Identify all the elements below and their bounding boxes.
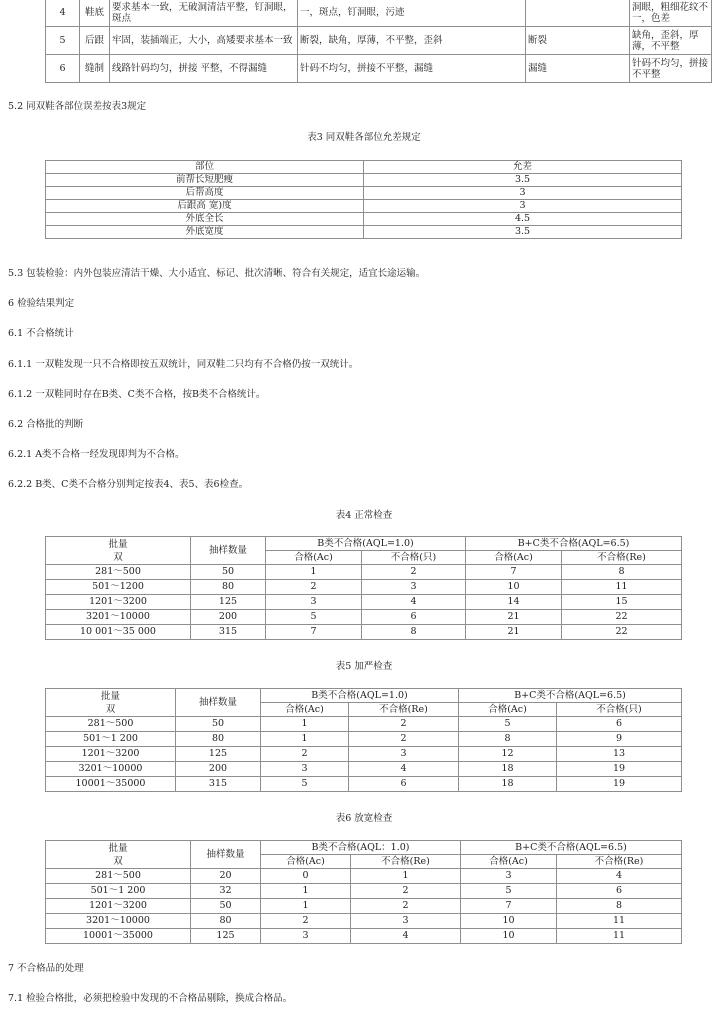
- table-row: [46, 747, 682, 762]
- column-header-bc-ac: 合格(Ac): [461, 855, 557, 869]
- table-cell: 281～500: [46, 869, 191, 884]
- table-cell: 4: [349, 762, 459, 777]
- table-cell: 1: [261, 732, 349, 747]
- table5: [45, 688, 682, 792]
- table-cell: 19: [557, 762, 682, 777]
- table-cell: 牢固，装插端正，大小，高矮要求基本一致: [110, 27, 298, 55]
- section-6-1: 6.1 不合格统计: [8, 328, 74, 339]
- table-row: [46, 732, 682, 747]
- table-cell: 2: [261, 747, 349, 762]
- column-header-bc-re: 不合格(Re): [557, 855, 682, 869]
- table-cell: 后跟: [80, 27, 110, 55]
- table-cell: 6: [557, 884, 682, 899]
- table-cell: 10001～35000: [46, 777, 176, 792]
- table-cell: 8: [557, 899, 682, 914]
- table-cell: 3: [351, 914, 461, 929]
- table-cell: 15: [562, 595, 682, 610]
- table-cell: 6: [557, 717, 682, 732]
- table-cell: 断裂: [526, 27, 630, 55]
- column-header-b-re: 不合格(Re): [349, 703, 459, 717]
- section-7-1: 7.1 检验合格批，必须把检验中发现的不合格品剔除，换成合格品。: [8, 993, 293, 1004]
- table-cell: 50: [191, 565, 266, 580]
- table-cell: 2: [351, 884, 461, 899]
- table-cell: 7: [461, 899, 557, 914]
- table-cell: 125: [191, 595, 266, 610]
- table-cell: 281～500: [46, 565, 191, 580]
- table-cell: 20: [191, 869, 261, 884]
- table-row: [46, 914, 682, 929]
- table-row: [46, 929, 682, 944]
- table-cell: 2: [362, 565, 466, 580]
- column-header-b-ac: 合格(Ac): [261, 703, 349, 717]
- table5-caption: 表5 加严检查: [335, 661, 393, 672]
- table-cell: 18: [459, 777, 557, 792]
- column-header-bc-ac: 合格(Ac): [459, 703, 557, 717]
- table-cell: 8: [562, 565, 682, 580]
- table3: [45, 160, 682, 239]
- table-cell: 21: [466, 625, 562, 640]
- table-cell: 前帮长短肥瘦: [46, 174, 364, 187]
- table-cell: 5: [261, 777, 349, 792]
- table-cell: 80: [191, 914, 261, 929]
- table6-caption: 表6 放宽检查: [335, 813, 393, 824]
- table-cell: [526, 0, 630, 27]
- column-header-b-re: 不合格(Re): [351, 855, 461, 869]
- table-cell: 6: [46, 55, 80, 83]
- table4-caption: 表4 正常检查: [335, 510, 393, 521]
- column-header-bc: B+C类不合格(AQL=6.5): [461, 841, 682, 855]
- batch-label: 批量: [108, 538, 128, 550]
- column-header-b: B类不合格(AQL=1.0): [261, 689, 459, 703]
- table-cell: 针码不均匀，拼接不平整: [630, 55, 712, 83]
- table-cell: 要求基本一致，无破洞清洁平整，钉洞眼，斑点: [110, 0, 298, 27]
- table-cell: 315: [176, 777, 261, 792]
- table-cell: 12: [459, 747, 557, 762]
- table-row: [46, 0, 712, 27]
- table-cell: 3.5: [364, 226, 682, 239]
- table-cell: 一，斑点，钉洞眼，污迹: [298, 0, 526, 27]
- table-cell: 7: [266, 625, 362, 640]
- table-cell: 鞋底: [80, 0, 110, 27]
- table-cell: 7: [466, 565, 562, 580]
- section-6-1-1: 6.1.1 一双鞋发现一只不合格即按五双统计，同双鞋二只均有不合格仍按一双统计。: [8, 359, 359, 370]
- table-cell: 22: [562, 610, 682, 625]
- table-header-row: [46, 537, 682, 551]
- table-row: [46, 565, 682, 580]
- table3-caption: 表3 同双鞋各部位允差规定: [307, 132, 421, 143]
- table-row: [46, 580, 682, 595]
- table-row: [46, 55, 712, 83]
- table-row: [46, 777, 682, 792]
- column-header-bc-re: 不合格(Re): [562, 551, 682, 565]
- table-cell: 4: [362, 595, 466, 610]
- table-header-row: [46, 841, 682, 855]
- table-cell: 80: [176, 732, 261, 747]
- table-cell: 10: [461, 929, 557, 944]
- table-cell: 32: [191, 884, 261, 899]
- table-cell: 5: [459, 717, 557, 732]
- section-5-2: 5.2 同双鞋各部位误差按表3规定: [8, 101, 147, 112]
- table-cell: 10: [461, 914, 557, 929]
- table-cell: 8: [459, 732, 557, 747]
- table-cell: 缝制: [80, 55, 110, 83]
- table-cell: 1: [261, 717, 349, 732]
- column-header-bc-ac: 合格(Ac): [466, 551, 562, 565]
- table-cell: 50: [176, 717, 261, 732]
- table-cell: 14: [466, 595, 562, 610]
- table-cell: 1: [351, 869, 461, 884]
- table-row: [46, 869, 682, 884]
- table-cell: 19: [557, 777, 682, 792]
- table-cell: 11: [557, 929, 682, 944]
- table-cell: 6: [349, 777, 459, 792]
- table-cell: 4: [351, 929, 461, 944]
- table-cell: 200: [176, 762, 261, 777]
- table-cell: 11: [562, 580, 682, 595]
- column-header-b: B类不合格(AQL=1.0): [266, 537, 466, 551]
- table-row: [46, 187, 682, 200]
- column-header-sample: 抽样数量: [191, 537, 266, 565]
- table-row: [46, 610, 682, 625]
- table-cell: 断裂，缺角，厚薄，不平整，歪斜: [298, 27, 526, 55]
- table-row: [46, 595, 682, 610]
- table-cell: 3: [362, 580, 466, 595]
- table-cell: 10 001～35 000: [46, 625, 191, 640]
- column-header-bc: B+C类不合格(AQL=6.5): [466, 537, 682, 551]
- table-cell: 18: [459, 762, 557, 777]
- table-cell: 外底宽度: [46, 226, 364, 239]
- column-header-b-ac: 合格(Ac): [261, 855, 351, 869]
- column-header-bc: B+C类不合格(AQL=6.5): [459, 689, 682, 703]
- section-6: 6 检验结果判定: [8, 298, 75, 309]
- batch-label: 批量: [108, 842, 128, 854]
- table-row: [46, 174, 682, 187]
- table-row: [46, 226, 682, 239]
- table-row: [46, 884, 682, 899]
- column-header: 部位: [46, 161, 364, 174]
- section-6-2: 6.2 合格批的判断: [8, 419, 84, 430]
- table-row: [46, 213, 682, 226]
- column-header: 允差: [364, 161, 682, 174]
- table-cell: 3: [461, 869, 557, 884]
- table-cell: 3: [349, 747, 459, 762]
- table-cell: 洞眼，粗细花纹不一，色差: [630, 0, 712, 27]
- table-cell: 4: [557, 869, 682, 884]
- section-6-2-2: 6.2.2 B类、C类不合格分别判定按表4、表5、表6检查。: [8, 479, 249, 490]
- table6: [45, 840, 682, 944]
- table-cell: 13: [557, 747, 682, 762]
- column-header-b: B类不合格(AQL：1.0): [261, 841, 461, 855]
- table-cell: 1201～3200: [46, 595, 191, 610]
- table-cell: 2: [266, 580, 362, 595]
- table-header-row: [46, 161, 682, 174]
- table-cell: 后帮高度: [46, 187, 364, 200]
- table-cell: 3201～10000: [46, 610, 191, 625]
- table-cell: 3: [266, 595, 362, 610]
- column-header-batch: [46, 689, 176, 717]
- table-cell: 1201～3200: [46, 747, 176, 762]
- table-cell: 4.5: [364, 213, 682, 226]
- table-cell: 线路针码均匀，拼接 平整，不得漏缝: [110, 55, 298, 83]
- table-cell: 10001～35000: [46, 929, 191, 944]
- table-cell: 8: [362, 625, 466, 640]
- table-row: [46, 762, 682, 777]
- table-cell: 315: [191, 625, 266, 640]
- batch-unit-label: 双: [105, 703, 116, 715]
- table-cell: 漏缝: [526, 55, 630, 83]
- table2-fragment: [45, 0, 712, 83]
- table-cell: 针码不均匀，拼接不平整，漏缝: [298, 55, 526, 83]
- table-cell: 4: [46, 0, 80, 27]
- table-cell: 5: [266, 610, 362, 625]
- batch-unit-label: 双: [113, 551, 123, 563]
- table-cell: 1201～3200: [46, 899, 191, 914]
- table-cell: 5: [46, 27, 80, 55]
- table-cell: 外底全长: [46, 213, 364, 226]
- column-header-batch: [46, 841, 191, 869]
- section-5-3: 5.3 包装检验：内外包装应清洁干燥、大小适宜、标记、批次清晰、符合有关规定，适宜长途运输。: [8, 268, 426, 279]
- table-cell: 22: [562, 625, 682, 640]
- table-cell: 1: [261, 884, 351, 899]
- table-row: [46, 717, 682, 732]
- table-cell: 501～1 200: [46, 732, 176, 747]
- table-cell: 2: [351, 899, 461, 914]
- table-cell: 3: [364, 187, 682, 200]
- table-cell: 3: [261, 762, 349, 777]
- column-header-sample: 抽样数量: [176, 689, 261, 717]
- table-cell: 50: [191, 899, 261, 914]
- table-cell: 125: [191, 929, 261, 944]
- section-6-1-2: 6.1.2 一双鞋同时存在B类、C类不合格，按B类不合格统计。: [8, 389, 266, 400]
- table-cell: 3: [261, 929, 351, 944]
- table-cell: 3: [364, 200, 682, 213]
- table-cell: 后跟高 宽)度: [46, 200, 364, 213]
- table-cell: 80: [191, 580, 266, 595]
- table-row: [46, 899, 682, 914]
- table-cell: 1: [266, 565, 362, 580]
- batch-label: 批量: [100, 690, 120, 702]
- table4: [45, 536, 682, 640]
- table-cell: 501～1200: [46, 580, 191, 595]
- table-cell: 缺角，歪斜，厚薄，不平整: [630, 27, 712, 55]
- table-cell: 200: [191, 610, 266, 625]
- table-row: [46, 200, 682, 213]
- table-header-row: [46, 689, 682, 703]
- table-cell: 21: [466, 610, 562, 625]
- table-cell: 2: [349, 732, 459, 747]
- table-cell: 125: [176, 747, 261, 762]
- table-cell: 5: [461, 884, 557, 899]
- section-6-2-1: 6.2.1 A类不合格一经发现即判为不合格。: [8, 449, 185, 460]
- table-row: [46, 625, 682, 640]
- table-cell: 2: [349, 717, 459, 732]
- table-cell: 501～1 200: [46, 884, 191, 899]
- table-cell: 281～500: [46, 717, 176, 732]
- table-cell: 3201～10000: [46, 914, 191, 929]
- column-header-sample: 抽样数量: [191, 841, 261, 869]
- table-cell: 6: [362, 610, 466, 625]
- table-cell: 11: [557, 914, 682, 929]
- table-cell: 9: [557, 732, 682, 747]
- column-header-bc-re: 不合格(只): [557, 703, 682, 717]
- table-cell: 3201～10000: [46, 762, 176, 777]
- table-cell: 2: [261, 914, 351, 929]
- column-header-batch: [46, 537, 191, 565]
- table-cell: 1: [261, 899, 351, 914]
- table-cell: 10: [466, 580, 562, 595]
- table-cell: 0: [261, 869, 351, 884]
- table-row: [46, 27, 712, 55]
- table-cell: 3.5: [364, 174, 682, 187]
- column-header-b-ac: 合格(Ac): [266, 551, 362, 565]
- column-header-b-re: 不合格(只): [362, 551, 466, 565]
- batch-unit-label: 双: [113, 855, 123, 867]
- section-7: 7 不合格品的处理: [8, 963, 84, 974]
